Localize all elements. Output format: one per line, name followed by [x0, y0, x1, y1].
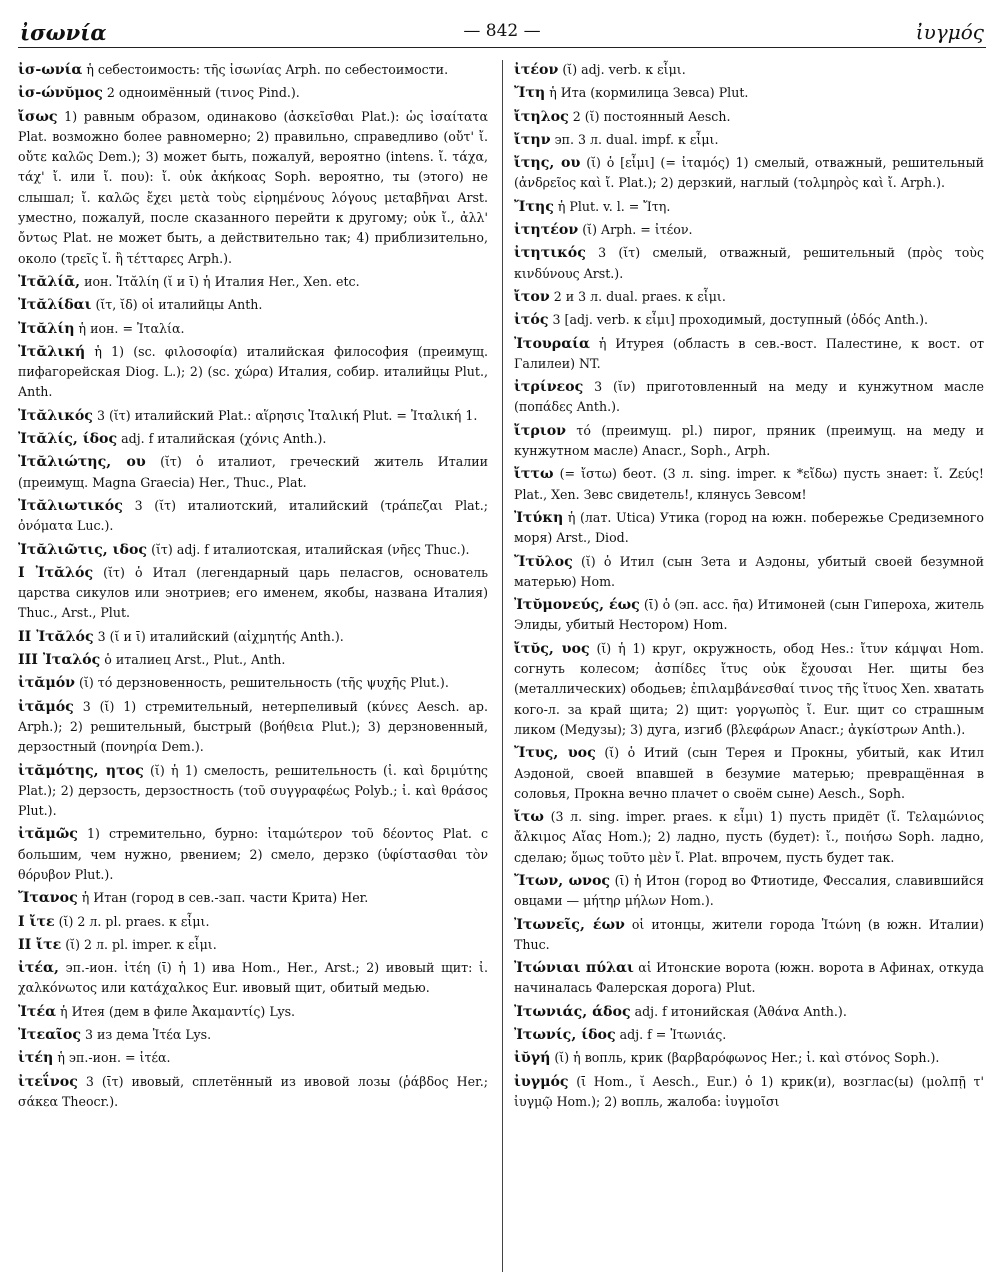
dictionary-entry	[514, 743, 984, 804]
left-column	[18, 60, 488, 1276]
entry-headword: ἴτην	[514, 131, 551, 148]
entry-headword: I ἴτε	[18, 913, 55, 930]
entry-headword: ἴτω	[514, 809, 544, 826]
entry-definition: ἡ (лат. Utica) Утика (город на южн. побережье Средиземного моря) Arst., Diod.	[514, 509, 984, 546]
entry-headword: ἰτητικός	[514, 245, 586, 262]
dictionary-entry	[18, 319, 488, 339]
entry-headword: ἴτης, ου	[514, 155, 581, 172]
entry-headword: Ἰτωνίς, ίδος	[514, 1027, 616, 1044]
dictionary-entry	[514, 243, 984, 284]
dictionary-entry	[514, 377, 984, 418]
dictionary-entry	[18, 761, 488, 822]
dictionary-entry	[18, 342, 488, 403]
entry-definition: (ῑ) ὁ (эп. асс. ῆα) Итимоней (сын Гипероха, житель Элиды, убитый Нестором) Hom.	[514, 597, 984, 633]
entry-definition: (ῐ) ἡ 1) смелость, решительность (ἰ. καὶ δριμύτης Plat.); 2) дерзость, дерзостность (τοῦ συγγραφέως Polyb.; ἰ. καὶ θράσος Plut.).	[18, 762, 488, 819]
dictionary-entry	[514, 807, 984, 868]
dictionary-entry	[18, 83, 488, 103]
entry-definition: ἡ Итурея (область в сев.-вост. Палестине, к вост. от Галилеи) NT.	[514, 335, 984, 371]
dictionary-entry	[18, 888, 488, 908]
dictionary-entry	[18, 627, 488, 647]
entry-definition: 3 из дема Ἰτέα Lys.	[80, 1027, 212, 1043]
entry-headword: Ἴτη	[514, 85, 546, 102]
entry-definition: 3 (ῐν) приготовленный на меду и кунжутном масле (ποπάδες Anth.).	[514, 379, 984, 415]
entry-headword: ἰσ-ώνῠμος	[18, 85, 103, 102]
entry-definition: ὁ италиец Arst., Plut., Anth.	[100, 652, 286, 668]
dictionary-entry	[18, 60, 488, 80]
entry-definition: (ῐ) ἡ вопль, крик (βαρβαρόφωνος Her.; ἰ. καὶ στόνος Soph.).	[550, 1050, 940, 1066]
page-header	[18, 14, 986, 48]
dictionary-entry	[18, 1025, 488, 1045]
entry-headword: ἰτός	[514, 312, 549, 329]
entry-headword: ἰτᾰμόν	[18, 675, 76, 692]
dictionary-entry	[514, 287, 984, 307]
dictionary-entry	[18, 1072, 488, 1113]
entry-definition: (ῐ) Arph. = ἰτέον.	[578, 222, 693, 238]
entry-headword: Ἴτης	[514, 198, 554, 215]
entry-headword: Ἰτουραία	[514, 335, 590, 352]
dictionary-entry	[18, 1048, 488, 1068]
dictionary-entry	[514, 197, 984, 217]
entry-headword: ἰτητέον	[514, 222, 579, 239]
entry-headword: III Ἰταλός	[18, 652, 101, 669]
entry-definition: (ῑ Hom., ῐ Aesch., Eur.) ὁ 1) крик(и), возглас(ы) (μολπῇ τ' ἰυγμῷ Hom.); 2) вопль, жалоба: ἰυγμοῖσι	[514, 1073, 984, 1109]
entry-definition: adj. f = Ἰτωνιάς.	[615, 1027, 727, 1043]
entry-definition: (ῐ) ὁ [εἶμι] (= ἰταμός) 1) смелый, отважный, решительный (ἀνδρεῖος καὶ ἴ. Plat.); 2) дерзкий, наглый (τολμηρὸς καὶ ἴ. Arph.).	[514, 155, 984, 191]
dictionary-entry	[514, 508, 984, 549]
entry-definition: 3 (ῑτ) ивовый, сплетённый из ивовой лозы (ῥάβδος Her.; σάκεα Theocr.).	[18, 1073, 488, 1109]
dictionary-entry	[514, 1025, 984, 1045]
entry-headword: Ἰτῠμονεύς, έως	[514, 597, 640, 614]
dictionary-entry	[514, 83, 984, 103]
entry-definition: τό (преимущ. pl.) пирог, пряник (преимущ. на меду и кунжутном масле) Anacr., Soph., Arph.	[514, 422, 984, 459]
entry-definition: (ῐ) adj. verb. к εἶμι.	[558, 62, 686, 77]
entry-headword: Ἰτᾰλιωτικός	[18, 497, 123, 514]
dictionary-entry	[514, 220, 984, 240]
dictionary-entry	[514, 310, 984, 330]
dictionary-entry	[18, 697, 488, 758]
entry-headword: ἰῠγή	[514, 1050, 551, 1067]
entry-definition: adj. f итонийская (Ἀθάνα Anth.).	[630, 1003, 847, 1019]
dictionary-entry	[514, 552, 984, 593]
dictionary-entry	[18, 429, 488, 449]
entry-headword: Ἰτᾰλίᾱ,	[18, 273, 81, 290]
entry-definition: (ῐ) ὁ Итил (сын Зета и Аэдоны, убитый своей безумной матерью) Hom.	[514, 553, 984, 589]
header-first-headword: ἰσωνία	[20, 20, 107, 45]
entry-definition: ἡ Ита (кормилица Зевса) Plut.	[545, 85, 749, 101]
entry-headword: Ἴτανος	[18, 890, 78, 907]
entry-definition: ἡ Plut. v. l. = Ἴτη.	[553, 198, 671, 214]
entry-definition: 3 (ῐ) 1) стремительный, нетерпеливый (κύνες Aesch. ap. Arph.); 2) решительный, быстрый (βοήθεια Plut.); 3) дерзновенный, дерзостный (πονηρία Dem.).	[18, 698, 488, 755]
dictionary-entry	[514, 334, 984, 375]
dictionary-entry	[514, 1002, 984, 1022]
dictionary-entry	[18, 650, 488, 670]
entry-headword: Ἰτωνεῖς, έων	[514, 916, 625, 933]
column-divider	[502, 60, 503, 1272]
entry-definition: ἡ Итея (дем в филе Ἀκαμαντίς) Lys.	[56, 1003, 296, 1019]
dictionary-entry	[18, 406, 488, 426]
page-number: — 842 —	[463, 21, 541, 41]
entry-headword: ἰτᾰμῶς	[18, 826, 78, 843]
entry-definition: (= ἴστω) беот. (3 л. sing. imper. к *εἴδω) пусть знает: ἴ. Ζεύς! Plat., Xen. Зевс свидетель!, клянусь Зевсом!	[514, 466, 984, 502]
dictionary-entry	[514, 1072, 984, 1113]
dictionary-entry	[514, 107, 984, 127]
entry-headword: Ἰτᾰλίη	[18, 320, 75, 337]
entry-headword: Ἰτᾰλιώτης, ου	[18, 454, 146, 471]
entry-definition: (ῐ) 2 л. pl. imper. к εἶμι.	[61, 936, 217, 952]
entry-definition: (ῐ) ἡ 1) круг, окружность, обод Hes.: ἴτυν κάμψαι Hom. согнуть колесом; ἀσπίδες ἴτυς οὐκ ἔχουσαι Her. щиты без (металлических) ободьев; ἐπιλαμβάνεσθαί τινος τῆς ἴτυος Xen. хватать кого-л. за край щита; 2) щит: γοργωπὸς ἴ. Eur. щит со страшным ликом (Медузы); 3) дуга, изгиб (βλεφάρων Anacr.; ἀγκίστρων Anth.).	[514, 640, 984, 737]
dictionary-entry	[514, 1048, 984, 1068]
dictionary-entry	[514, 421, 984, 462]
entry-definition: ἡ ион. = Ἰταλία.	[74, 320, 185, 336]
entry-headword: I Ἰτᾰλός	[18, 564, 94, 581]
entry-headword: ἰτρίνεος	[514, 379, 584, 396]
entry-headword: Ἰτᾰλίδαι	[18, 297, 92, 314]
entry-definition: 3 (ῐτ) смелый, отважный, решительный (πρὸς τοὺς κινδύνους Arst.).	[514, 245, 984, 281]
entry-definition: οἱ итонцы, жители города Ἰτώνη (в южн. Италии) Thuc.	[514, 916, 984, 952]
entry-headword: ἴτῠς, υος	[514, 640, 590, 657]
entry-definition: ион. Ἰτᾰλίη (ῐ и ῑ) ἡ Италия Her., Xen. etc.	[80, 273, 360, 289]
entry-definition: 2 одноимённый (τινος Pind.).	[102, 85, 300, 101]
entry-headword: Ἰτᾰλική	[18, 343, 86, 360]
dictionary-entry	[514, 153, 984, 194]
entry-headword: Ἰτέα	[18, 1003, 57, 1020]
entry-headword: ἰτᾰμότης, ητος	[18, 762, 144, 779]
entry-headword: ἰτᾰμός	[18, 698, 74, 715]
entry-definition: эп. 3 л. dual. impf. к εἶμι.	[550, 131, 719, 147]
entry-definition: 2 (ῐ) постоянный Aesch.	[568, 108, 731, 124]
entry-headword: ἰυγμός	[514, 1073, 569, 1090]
entry-headword: ἰτεΐνος	[18, 1073, 78, 1090]
entry-headword: ἴτον	[514, 288, 550, 305]
dictionary-entry	[18, 540, 488, 560]
entry-definition: ἡ эп.-ион. = ἰτέα.	[53, 1050, 171, 1066]
entry-headword: Ἰτύκη	[514, 509, 564, 526]
entry-headword: Ἴτυς, υος	[514, 745, 596, 762]
dictionary-entry	[514, 958, 984, 999]
entry-headword: Ἰτᾰλίς, ίδος	[18, 431, 118, 448]
entry-definition: (3 л. sing. imper. praes. к εἶμι) 1) пусть придёт (ἴ. Τελαμώνιος ἄλκιμος Αἴας Hom.); 2) ладно, пусть (будет): ἴ., ποιήσω Soph. ладно, сделаю; ὅμως τοῦτο μὲν ἴ. Plat. впрочем, пусть будет так.	[514, 809, 984, 865]
dictionary-entry	[514, 871, 984, 912]
entry-headword: Ἰτωνιάς, άδος	[514, 1003, 631, 1020]
entry-headword: Ἰτεαῖος	[18, 1027, 81, 1044]
entry-definition: эп.-ион. ἰτέη (ῑ) ἡ 1) ива Hom., Her., Arst.; 2) ивовый щит: ἰ. χαλκόνωτος или κατάχαλκος Eur. ивовый щит, обитый медью.	[18, 960, 488, 996]
dictionary-entry	[18, 272, 488, 292]
dictionary-entry	[514, 595, 984, 636]
entry-headword: ἰτέον	[514, 62, 559, 78]
dictionary-entry	[514, 915, 984, 956]
entry-headword: ἰσ-ωνία	[18, 62, 83, 78]
dictionary-entry	[18, 958, 488, 999]
entry-definition: 3 (ῐτ) италиотский, италийский (τράπεζαι Plat.; ὀνόματα Luc.).	[18, 497, 488, 534]
entry-definition: ἡ Итан (город в сев.-зап. части Крита) Her.	[77, 890, 369, 906]
entry-headword: ἰτέη	[18, 1050, 54, 1067]
entry-definition: 2 и 3 л. dual. praes. к εἶμι.	[549, 288, 726, 304]
entry-definition: ἡ 1) (sc. φιλοσοφία) италийская философия (преимущ. пифагорейская Diog. L.); 2) (sc. χώρα) Италия, собир. италийцы Plut., Anth.	[18, 343, 488, 400]
page-columns	[18, 60, 984, 1276]
entry-definition: 3 (ῐτ) италийский Plat.: αἵρησις Ἰταλική Plut. = Ἰταλική 1.	[92, 407, 478, 423]
entry-definition: (ῐτ) adj. f италиотская, италийская (νῆες Thuc.).	[147, 541, 470, 557]
entry-headword: ἴττω	[514, 466, 554, 483]
dictionary-entry	[18, 935, 488, 955]
dictionary-entry	[514, 464, 984, 505]
entry-headword: ἴσως	[18, 108, 58, 125]
dictionary-entry	[18, 563, 488, 624]
entry-headword: ἰτέα,	[18, 960, 59, 977]
dictionary-entry	[18, 496, 488, 537]
entry-definition: (ῐτ) ὁ Итал (легендарный царь пеласгов, основатель царства сикулов или энотриев; его именем, якобы, названа Италия) Thuc., Arst., Plut.	[18, 564, 488, 621]
dictionary-entry	[514, 639, 984, 740]
entry-headword: Ἰτᾰλιῶτις, ιδος	[18, 541, 148, 558]
entry-definition: 3 (ῐ и ῑ) италийский (αἰχμητής Anth.).	[93, 628, 344, 644]
entry-headword: II Ἰτᾰλός	[18, 628, 94, 645]
dictionary-entry	[514, 130, 984, 150]
entry-definition: 1) стремительно, бурно: ἰταμώτερον τοῦ δέοντος Plat. с большим, чем нужно, рвением; 2) смело, дерзко (ὑφίστασθαι τὸν θόρυβον Plut.).	[18, 826, 488, 882]
dictionary-entry	[514, 60, 984, 80]
dictionary-entry	[18, 673, 488, 693]
entry-headword: Ἰτώνιαι πύλαι	[514, 960, 634, 977]
entry-definition: (ῐτ) ὁ италиот, греческий житель Италии (преимущ. Magna Graecia) Her., Thuc., Plat.	[18, 454, 488, 490]
entry-definition: (ῐτ, ῐδ) οἱ италийцы Anth.	[91, 297, 263, 313]
entry-headword: II ἴτε	[18, 936, 62, 953]
entry-definition: (ῐ) τό дерзновенность, решительность (τῆς ψυχῆς Plut.).	[75, 675, 449, 691]
header-last-headword: ἰυγμός	[915, 20, 984, 44]
entry-headword: Ἴτων, ωνος	[514, 872, 611, 889]
entry-definition: (ῐ) 2 л. pl. praes. к εἶμι.	[54, 913, 210, 929]
entry-definition: (ῐ) ὁ Итий (сын Терея и Прокны, убитый, как Итил Аэдоной, своей впавшей в безумие матерью; превращённая в соловья, Прокна вечно плачет о своём сыне) Aesch., Soph.	[514, 745, 984, 801]
dictionary-entry	[18, 107, 488, 269]
dictionary-entry	[18, 1002, 488, 1022]
dictionary-entry	[18, 824, 488, 885]
entry-headword: ἴτηλος	[514, 108, 569, 125]
entry-definition: adj. f италийская (χόνις Anth.).	[117, 431, 327, 447]
entry-definition: (ῑ) ἡ Итон (город во Фтиотиде, Фессалия, славившийся овцами — μήτηρ μήλων Hom.).	[514, 872, 984, 909]
entry-definition: 1) равным образом, одинаково (ἀσκεῖσθαι Plat.): ὡς ἰσαίτατα Plat. возможно более равномерно; 2) правильно, справедливо (οὔτ' ἴ. οὔτε καλῶς Dem.); 3) может быть, пожалуй, вероятно (intens. ἴ. τάχα, τάχ' ἴ. или ἴ. που): ἴ. οὐκ ἀκήκοας Soph. вероятно, ты (этого) не слышал; ἴ. καλῶς ἔχει μετὰ τοὺς εἰρημένους λόγους μεταβῆναι Arst. уместно, пожалуй, после сказанного перейти к другому; οὐκ ἴ., ἀλλ' ὄντως Plat. не может быть, а действительно так; 4) приблизительно, около (τρεῖς ἴ. ἢ τέτταρες Arph.).	[18, 108, 488, 266]
entry-definition: αἱ Итонские ворота (южн. ворота в Афинах, откуда начиналась Фалерская дорога) Plut.	[514, 960, 984, 996]
right-column	[514, 60, 984, 1276]
entry-definition: ἡ себестоимость: τῆς ἰσωνίας Arph. по себестоимости.	[82, 62, 449, 77]
dictionary-entry	[18, 452, 488, 493]
dictionary-entry	[18, 912, 488, 932]
dictionary-entry	[18, 295, 488, 315]
entry-definition: 3 [adj. verb. к εἶμι] проходимый, доступный (ὁδός Anth.).	[548, 312, 929, 328]
entry-headword: Ἴτῠλος	[514, 553, 573, 570]
entry-headword: ἴτριον	[514, 422, 567, 439]
entry-headword: Ἰτᾰλικός	[18, 407, 93, 424]
